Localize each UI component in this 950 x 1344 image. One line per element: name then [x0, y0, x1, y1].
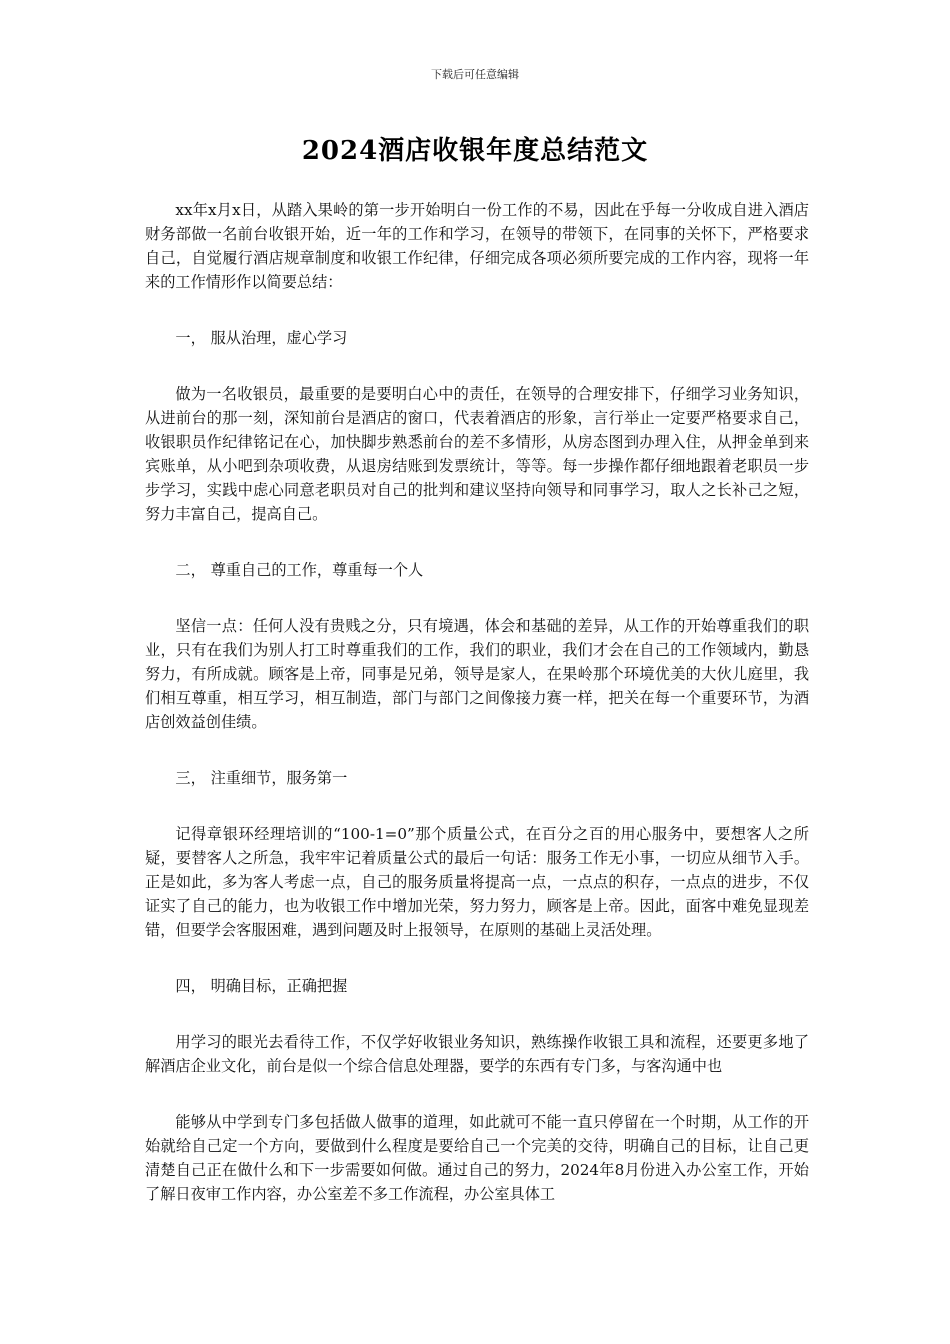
section-heading-2: 二， 尊重自己的工作，尊重每一个人 [175, 561, 424, 579]
section-heading-4: 四， 明确目标，正确把握 [175, 977, 348, 995]
section-4-paragraph-1: 用学习的眼光去看待工作，不仅学好收银业务知识，熟练操作收银工具和流程，还要更多地了解酒店企业文化，前台是似一个综合信息处理器，要学的东西有专门多，与客沟通中也 [145, 1033, 809, 1075]
section-heading-1: 一， 服从治理，虚心学习 [175, 329, 348, 347]
section-1-paragraph: 做为一名收银员，最重要的是要明白心中的责任，在领导的合理安排下，仔细学习业务知识，从进前台的那一刻，深知前台是酒店的窗口，代表着酒店的形象，言行举止一定要严格要求自己，收银职员作纪律铭记在心，加快脚步熟悉前台的差不多情形，从房态图到办理入住，从押金单到来宾账单，从小吧到杂项收费，从退房结账到发票统计，等等。每一步操作都仔细地跟着老职员一步步学习，实践中虑心同意老职员对自己的批判和建议坚持向领导和同事学习，取人之长补己之短，努力丰富自己，提高自己。 [145, 385, 809, 523]
header-note: 下载后可任意编辑 [431, 68, 519, 81]
section-heading-3: 三， 注重细节，服务第一 [175, 769, 348, 787]
intro-paragraph: xx年x月x日，从踏入果岭的第一步开始明白一份工作的不易，因此在乎每一分收成自进入酒店财务部做一名前台收银开始，近一年的工作和学习，在领导的带领下，在同事的关怀下，严格要求自己，自觉履行酒店规章制度和收银工作纪律，仔细完成各项必须所要完成的工作内容，现将一年来的工作情形作以简要总结： [145, 201, 809, 291]
section-3-paragraph: 记得章银环经理培训的“100-1=0”那个质量公式，在百分之百的用心服务中，要想客人之所疑，要替客人之所急，我牢牢记着质量公式的最后一句话：服务工作无小事，一切应从细节入手。正是如此，多为客人考虑一点，自己的服务质量将提高一点，一点点的积存，一点点的进步，不仅证实了自己的能力，也为收银工作中增加光荣，努力努力，顾客是上帝。因此，面客中难免显现差错，但要学会客服困难，遇到问题及时上报领导，在原则的基础上灵活处理。 [145, 825, 809, 939]
section-4-paragraph-2: 能够从中学到专门多包括做人做事的道理，如此就可不能一直只停留在一个时期，从工作的开始就给自己定一个方向，要做到什么程度是要给自己一个完美的交待，明确自己的目标，让自己更清楚自己正在做什么和下一步需要如何做。通过自己的努力，2024年8月份进入办公室工作，开始了解日夜审工作内容，办公室差不多工作流程，办公室具体工 [145, 1113, 809, 1203]
section-2-paragraph: 坚信一点：任何人没有贵贱之分，只有境遇，体会和基础的差异，从工作的开始尊重我们的职业，只有在我们为别人打工时尊重我们的工作，我们的职业，我们才会在自己的工作领域内，勤恳努力，有所成就。顾客是上帝，同事是兄弟，领导是家人，在果岭那个环境优美的大伙儿庭里，我们相互尊重，相互学习，相互制造，部门与部门之间像接力赛一样，把关在每一个重要环节，为酒店创效益创佳绩。 [145, 617, 809, 731]
document-title: 2024酒店收银年度总结范文 [301, 136, 649, 166]
document-body [145, 198, 809, 1238]
